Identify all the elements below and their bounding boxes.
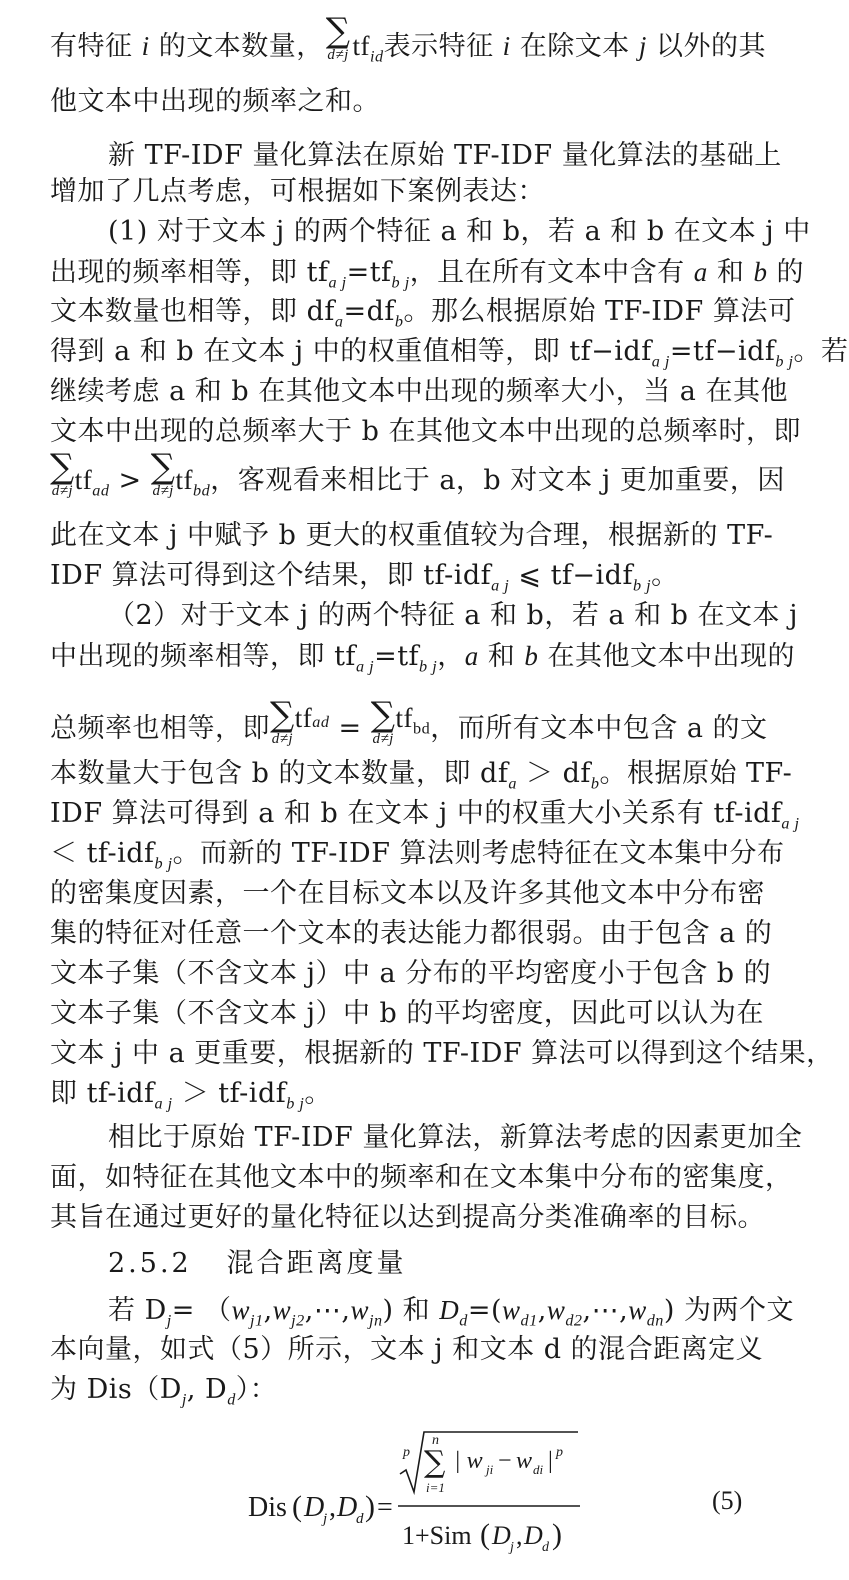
text-line-21: 集的特征对任意一个文本的表达能力都很弱。由于包含 a 的 xyxy=(50,918,773,949)
text-line-29: 若 $D_j=$ $(w_{j1},w_{j2},\cdots,w_{jn})$ 和 $D_d=(w_{d1},w_{d2},\cdots,w_{dn})$ 为两个文 xyxy=(108,1295,795,1330)
mixed-distance-formula xyxy=(248,1426,668,1576)
text-line-31: 为 $Dis(D_j$, $D_d$）： xyxy=(50,1374,278,1409)
text-span: 的文本数量， xyxy=(149,31,324,62)
text-span: 得到 a 和 b 在文本 j 中的权重值相等，即 tf−idf xyxy=(50,336,652,367)
text-span: IDF 算法可得到 a 和 b 在文本 j 中的权重大小关系有 tf-idf xyxy=(50,798,782,829)
text-span: 中出现的频率相等，即 tf xyxy=(50,641,356,672)
text-span: 若 D xyxy=(108,1295,167,1326)
svg-text:,: , xyxy=(329,1492,336,1523)
text-line-7: 文本数量也相等，即 $df_a=df_b$。那么根据原始 TF-IDF 算法可 xyxy=(50,296,796,331)
text-span: 有特征 xyxy=(50,31,142,62)
text-span: 在除文本 xyxy=(510,31,639,62)
text-line-4: 增加了几点考虑，可根据如下案例表达： xyxy=(50,176,545,207)
sum-symbol: ∑ d≠j xyxy=(325,11,351,63)
sum-symbol: ∑ d≠j xyxy=(370,695,396,747)
svg-text:| w: | w xyxy=(454,1448,483,1474)
text-line-6: 出现的频率相等，即 $tf_{a j}=tf_{b j}$，且在所有文本中含有 a 和 b 的 xyxy=(50,257,805,292)
svg-text:ji: ji xyxy=(486,1462,494,1477)
sum-symbol: ∑ d≠j xyxy=(50,447,75,499)
section-heading xyxy=(108,1246,406,1282)
text-line-1: 有特征 i 的文本数量， ∑ d≠j $tf_{id}$表示特征 i 在除文本 j 以外的其 xyxy=(50,11,766,66)
text-span: 本数量大于包含 b 的文本数量，即 df xyxy=(50,758,509,789)
text-span: 文本数量也相等，即 df xyxy=(50,296,335,327)
text-line-28: 其旨在通过更好的量化特征以达到提高分类准确率的目标。 xyxy=(50,1202,765,1233)
svg-text:di: di xyxy=(533,1462,544,1477)
text-span: 表示特征 xyxy=(383,31,503,62)
svg-text:n: n xyxy=(432,1433,439,1448)
svg-text:∑: ∑ xyxy=(424,1445,446,1480)
text-line-12: 此在文本 j 中赋予 b 更大的权重值较为合理，根据新的 TF- xyxy=(50,520,774,551)
svg-text:=: = xyxy=(377,1492,393,1523)
svg-text:D: D xyxy=(492,1521,511,1550)
svg-text:w: w xyxy=(516,1448,533,1474)
text-line-16: 总频率也相等，即 ∑ d≠j $tf_{ad}$ = ∑ d≠j $tf_{bd}$，而所有文本中包含 a 的文 xyxy=(50,695,768,747)
svg-text:D: D xyxy=(304,1492,325,1523)
formula-lhs: Dis xyxy=(248,1492,287,1523)
text-line-5: (1) 对于文本 j 的两个特征 a 和 b，若 a 和 b 在文本 j 中 xyxy=(108,216,811,247)
text-line-9: 继续考虑 a 和 b 在其他文本中出现的频率大小，当 a 在其他 xyxy=(50,376,788,407)
text-span: ，而所有文本中包含 a 的文 xyxy=(430,713,768,744)
text-span: 即 tf-idf xyxy=(50,1078,155,1109)
section-number: 2.5.2 xyxy=(108,1248,192,1279)
svg-text:d: d xyxy=(356,1511,364,1527)
svg-text:p: p xyxy=(403,1445,410,1460)
svg-text:(: ( xyxy=(480,1518,490,1551)
text-line-27: 面，如特征在其他文本中的频率和在文本集中分布的密集度， xyxy=(50,1162,793,1193)
text-line-13: IDF 算法可得到这个结果，即 tf-idf$_{a j}$ ⩽ tf−idf$_{b j}$。 xyxy=(50,560,679,595)
svg-text:|: | xyxy=(548,1448,553,1474)
svg-text:D: D xyxy=(337,1492,358,1523)
text-line-19: ＜ tf-idf$_{b j}$。而新的 TF-IDF 算法则考虑特征在文本集中分布 xyxy=(50,838,785,873)
text-line-24: 文本 j 中 a 更重要，根据新的 TF-IDF 算法可以得到这个结果， xyxy=(50,1038,834,1069)
section-title: 混合距离度量 xyxy=(226,1248,407,1279)
svg-text:d: d xyxy=(542,1540,549,1555)
text-line-17: 本数量大于包含 b 的文本数量，即 $df_a > df_b$。根据原始 TF- xyxy=(50,758,793,793)
svg-text:j: j xyxy=(323,1511,328,1527)
text-line-8: 得到 a 和 b 在文本 j 中的权重值相等，即 tf−idf$_{a j}$=tf−idf$_{b j}$。若 xyxy=(50,336,849,371)
svg-text:(: ( xyxy=(292,1490,302,1523)
text-span: 。而新的 TF-IDF 算法则考虑特征在文本集中分布 xyxy=(172,838,785,869)
text-line-15: 中出现的频率相等，即 $tf_{a j}=tf_{b j}$，a 和 b 在其他文本中出现的 xyxy=(50,641,795,676)
text-span: IDF 算法可得到这个结果，即 tf-idf xyxy=(50,560,492,591)
text-line-23: 文本子集（不含文本 j）中 b 的平均密度，因此可以认为在 xyxy=(50,998,764,1029)
text-span: 为 Dis（D xyxy=(50,1374,182,1405)
text-line-10: 文本中出现的总频率大于 b 在其他文本中出现的总频率时，即 xyxy=(50,416,801,447)
text-span: 出现的频率相等，即 tf xyxy=(50,257,329,288)
text-span: 以外的其 xyxy=(646,31,766,62)
svg-text:j: j xyxy=(510,1540,514,1555)
text-line-30: 本向量，如式（5）所示，文本 j 和文本 d 的混合距离定义 xyxy=(50,1334,764,1365)
svg-text:): ) xyxy=(552,1518,562,1551)
text-line-11: ∑ d≠j $tf_{ad}$ > ∑ d≠j $tf_{bd}$，客观看来相比于 a，b 对文本 j 更加重要，因 xyxy=(50,447,785,500)
text-line-18: IDF 算法可得到 a 和 b 在文本 j 中的权重大小关系有 tf-idf$_{a j}$ xyxy=(50,798,800,833)
text-span: ，客观看来相比于 a，b 对文本 j 更加重要，因 xyxy=(210,465,785,496)
svg-text:1+Sim: 1+Sim xyxy=(402,1521,472,1550)
text-line-26: 相比于原始 TF-IDF 量化算法，新算法考虑的因素更加全 xyxy=(108,1122,803,1153)
text-line-25: 即 tf-idf$_{a j}$ ＞ tf-idf$_{b j}$。 xyxy=(50,1078,332,1113)
sum-symbol: ∑ d≠j xyxy=(270,695,295,747)
text-line-3: 新 TF-IDF 量化算法在原始 TF-IDF 量化算法的基础上 xyxy=(108,140,782,171)
text-line-22: 文本子集（不含文本 j）中 a 分布的平均密度小于包含 b 的 xyxy=(50,958,772,989)
svg-text:D: D xyxy=(524,1521,543,1550)
sum-symbol: ∑ d≠j xyxy=(150,447,176,499)
svg-text:,: , xyxy=(516,1521,523,1550)
svg-text:): ) xyxy=(365,1490,375,1523)
equation-number: (5) xyxy=(712,1486,743,1515)
text-line-20: 的密集度因素，一个在目标文本以及许多其他文本中分布密 xyxy=(50,878,765,909)
svg-text:−: − xyxy=(498,1448,512,1474)
svg-text:p: p xyxy=(556,1445,563,1460)
text-line-2: 他文本中出现的频率之和。 xyxy=(50,86,380,117)
svg-text:i=1: i=1 xyxy=(426,1480,445,1495)
text-line-14: （2）对于文本 j 的两个特征 a 和 b，若 a 和 b 在文本 j xyxy=(108,600,799,631)
